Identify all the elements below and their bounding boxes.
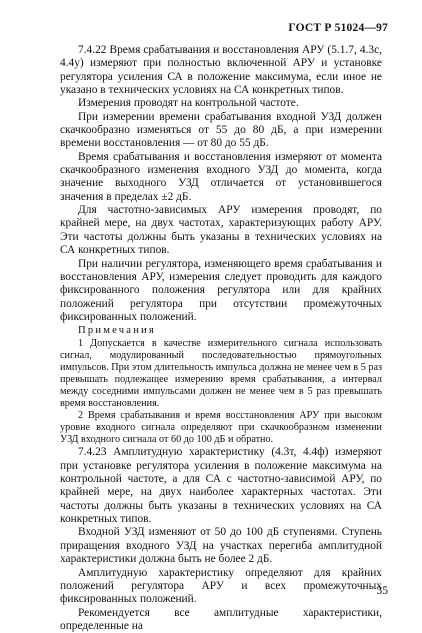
document-body <box>60 44 382 633</box>
paragraph: Рекомендуется все амплитудные характеристики, определенные на <box>60 606 382 632</box>
note-paragraph: 2 Время срабатывания и время восстановления АРУ при высоком уровне входного сигнала определяют при скачкообразном изменении УЗД входного сигнала от 60 до 100 дБ и обратно. <box>60 410 382 446</box>
paragraph: 7.4.23 Амплитудную характеристику (4.3т, 4.4ф) измеряют при установке регулятора усиления в положение максимума на контрольной частоте, а для СА с частотно-зависимой АРУ, по крайней мере, на двух наиболее характерных частотах. Эти частоты должны быть указаны в технических условиях на СА конкретных типов. <box>60 446 382 526</box>
paragraph: При наличии регулятора, изменяющего время срабатывания и восстановления АРУ, измерения следует проводить для каждого фиксированного положения регулятора или для крайних положений регулятора при отсутствии промежуточных фиксированных положений. <box>60 257 382 323</box>
paragraph: Измерения проводят на контрольной частоте. <box>78 97 299 110</box>
paragraph: Время срабатывания и восстановления измеряют от момента скачкообразного изменения входного УЗД до момента, когда значение выходного УЗД отличается от установившегося значения в пределах ±2 дБ. <box>60 150 382 203</box>
notes-heading: Примечания <box>78 325 156 337</box>
standard-header: ГОСТ Р 51024—97 <box>288 22 388 34</box>
paragraph: Для частотно-зависимых АРУ измерения проводят, по крайней мере, на двух частотах, характеризующих работу АРУ. Эти частоты должны быть указаны в технических условиях на СА конкретных типов. <box>60 204 382 257</box>
paragraph: 7.4.22 Время срабатывания и восстановления АРУ (5.1.7, 4.3с, 4.4у) измеряют при полностью включенной АРУ и установке регулятора усиления СА в положение максимума, если иное не указано в технических условиях на СА конкретных типов. <box>60 44 382 97</box>
note-paragraph: 1 Допускается в качестве измерительного сигнала использовать сигнал, модулированный последовательностью прямоугольных импульсов. При этом длительность импульса должна не менее чем в 5 раз превышать подлежащее измерению время срабатывания, а интервал между соседними импульсами должен не менее чем в 5 раз превышать время восстановления. <box>60 337 382 410</box>
page-number: 35 <box>376 585 388 597</box>
paragraph: Амплитудную характеристику определяют для крайних положений регулятора АРУ и всех промежуточных фиксированных положений. <box>60 566 382 606</box>
paragraph: При измерении времени срабатывания входной УЗД должен скачкообразно изменяться от 55 до 80 дБ, а при измерении времени восстановления — от 80 до 55 дБ. <box>60 110 382 150</box>
paragraph: Входной УЗД изменяют от 50 до 100 дБ ступенями. Ступень приращения входного УЗД на участках перегиба амплитудной характеристики должна быть не более 2 дБ. <box>60 526 382 566</box>
